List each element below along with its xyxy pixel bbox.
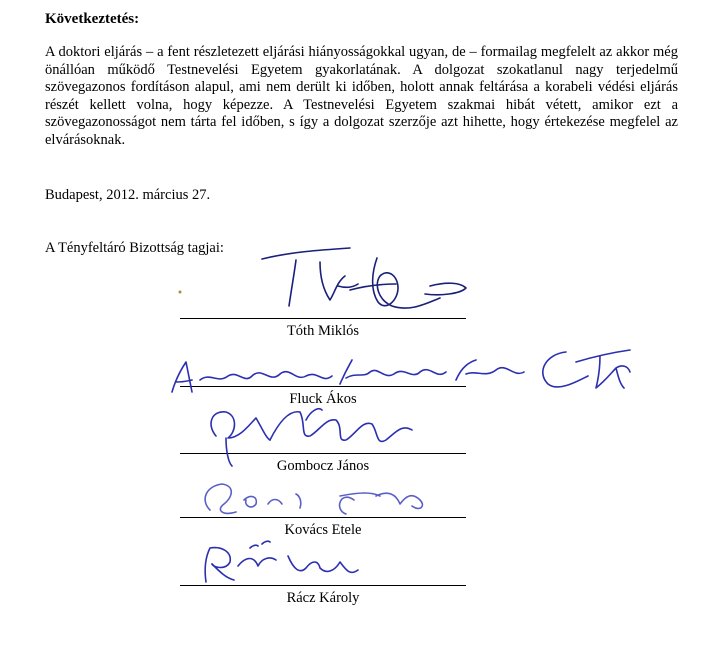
section-heading: Következtetés: <box>45 11 140 27</box>
signature-line <box>180 585 466 586</box>
ink-dot <box>179 291 182 294</box>
signatory-name: Gombocz János <box>276 458 370 474</box>
signature-toth <box>179 248 467 308</box>
signatory-name: Kovács Etele <box>284 522 362 538</box>
signature-racz <box>205 541 358 582</box>
committee-label: A Tényfeltáró Bizottság tagjai: <box>45 240 224 256</box>
signature-line <box>180 386 466 387</box>
signature-line <box>180 318 466 319</box>
signature-kovacs <box>205 484 422 514</box>
signature-line <box>180 517 466 518</box>
signature-line <box>180 453 466 454</box>
signatory-name: Tóth Miklós <box>286 323 360 339</box>
signatory-name: Rácz Károly <box>286 590 360 606</box>
signatory-name: Fluck Ákos <box>289 391 357 407</box>
conclusion-paragraph: A doktori eljárás – a fent részletezett eljárási hiányosságokkal ugyan, de – formailag megfelelt az akkor még önállóan működő Testnevelési Egyetem gyakorlatának. A dolgozat szokatlanul nagy terjedelmű szövegazonos fordításon alapul, ami nem derült ki időben, holott annak feltárása a korabeli védési eljárás részét kellett volna, hogy képezze. A Testnevelési Egyetem szakmai hibát vétett, amikor ezt a szövegazonosságot nem tárta fel időben, s így a dolgozat szerzője azt hihette, hogy értekezése megfelel az elvárásoknak. <box>45 44 678 148</box>
date-line: Budapest, 2012. március 27. <box>45 187 211 203</box>
